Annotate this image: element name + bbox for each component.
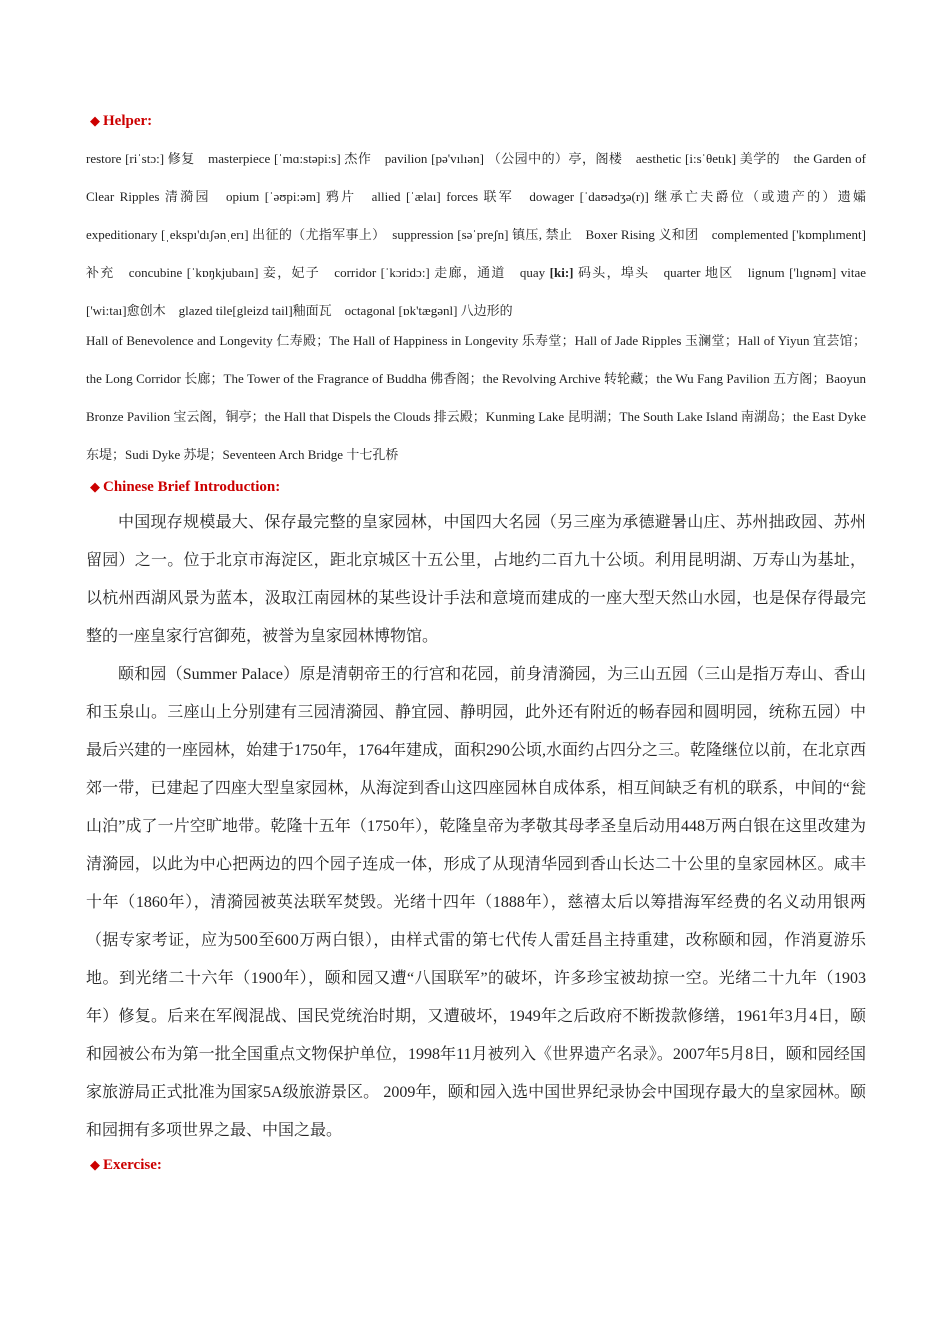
intro-heading	[90, 476, 866, 498]
diamond-icon: ◆	[90, 113, 100, 128]
helper-proper-names: Hall of Benevolence and Longevity 仁寿殿；The Hall of Happiness in Longevity 乐寿堂；Hall of Jade Ripples 玉澜堂；Hall of Yiyun 宜芸馆；the Long Corridor 长廊；The Tower of the Fragrance of Buddha 佛香阁；the Revolving Archive 转轮藏；the Wu Fang Pavilion 五方阁；Baoyun Bronze Pavilion 宝云阁，铜亭；the Hall that Dispels the Clouds 排云殿；Kunming Lake 昆明湖；The South Lake Island 南湖岛；the East Dyke 东堤；Sudi Dyke 苏堤；Seventeen Arch Bridge 十七孔桥	[86, 333, 866, 462]
intro-paragraph: 中国现存规模最大、保存最完整的皇家园林，中国四大名园（另三座为承德避暑山庄、苏州拙政园、苏州留园）之一。位于北京市海淀区，距北京城区十五公里，占地约二百九十公顷。利用昆明湖、万寿山为基址，以杭州西湖风景为蓝本，汲取江南园林的某些设计手法和意境而建成的一座大型天然山水园，也是保存得最完整的一座皇家行宫御苑，被誉为皇家园林博物馆。	[86, 514, 866, 645]
helper-heading	[90, 110, 866, 132]
document-page	[86, 110, 880, 1176]
helper-vocabulary	[86, 140, 880, 330]
diamond-icon: ◆	[90, 479, 100, 494]
exercise-heading	[90, 1154, 866, 1176]
intro-heading-text: Chinese Brief Introduction:	[103, 479, 281, 495]
exercise-heading-text: Exercise:	[103, 1157, 162, 1173]
helper-vocab-part-1: restore [riˈstɔ:] 修复 masterpiece [ˈmɑ:stəpi:s] 杰作 pavilion [pə'vılıən] （公园中的）亭，阁楼 aesthetic [i:sˈθetık] 美学的 the Garden of Clear Ripples 清漪园 opium [ˈəʊpi:əm] 鸦片 allied [ˈælaı] forces 联军 dowager [ˈdaʊədʒə(r)] 继承亡夫爵位（或遗产的）遗孀 expeditionary [ˌekspı'dıʃənˌerı] 出征的（尤指军事上） suppression [səˈpreʃn] 镇压, 禁止 Boxer Rising 义和团 complemented ['kɒmplıment] 补充 concubine [ˈkɒŋkjubaın] 妾，妃子 corridor [ˈkɔridɔ:] 走廊，通道 quay	[86, 151, 880, 280]
helper-vocab-bold: [ki:]	[549, 265, 574, 280]
intro-paragraph: 颐和园（Summer Palace）原是清朝帝王的行宫和花园，前身清漪园，为三山五园（三山是指万寿山、香山和玉泉山。三座山上分别建有三园清漪园、静宜园、静明园，此外还有附近的畅春园和圆明园，统称五园）中最后兴建的一座园林，始建于1750年，1764年建成，面积290公顷,水面约占四分之三。乾隆继位以前，在北京西郊一带，已建起了四座大型皇家园林，从海淀到香山这四座园林自成体系，相互间缺乏有机的联系，中间的“瓮山泊”成了一片空旷地带。乾隆十五年（1750年），乾隆皇帝为孝敬其母孝圣皇后动用448万两白银在这里改建为清漪园，以此为中心把两边的四个园子连成一体，形成了从现清华园到香山长达二十公里的皇家园林区。咸丰十年（1860年），清漪园被英法联军焚毁。光绪十四年（1888年），慈禧太后以筹措海军经费的名义动用银两（据专家考证，应为500至600万两白银），由样式雷的第七代传人雷廷昌主持重建，改称颐和园，作消夏游乐地。到光绪二十六年（1900年），颐和园又遭“八国联军”的破坏，许多珍宝被劫掠一空。光绪二十九年（1903年）修复。后来在军阀混战、国民党统治时期，又遭破坏，1949年之后政府不断拨款修缮，1961年3月4日，颐和园被公布为第一批全国重点文物保护单位，1998年11月被列入《世界遗产名录》。2007年5月8日，颐和园经国家旅游局正式批准为国家5A级旅游景区。 2009年，颐和园入选中国世界纪录协会中国现存最大的皇家园林。颐和园拥有多项世界之最、中国之最。	[86, 666, 867, 1139]
intro-body	[86, 504, 866, 1150]
helper-vocab-part-2: 码头，埠头 quarter 地区 lignum ['lıgnəm] vitae ['wi:taı]愈创木 glazed tile[gleizd tail]釉面瓦 octagonal [ɒk'tægənl] 八边形的	[86, 265, 866, 318]
helper-heading-text: Helper:	[103, 113, 153, 129]
diamond-icon: ◆	[90, 1157, 100, 1172]
